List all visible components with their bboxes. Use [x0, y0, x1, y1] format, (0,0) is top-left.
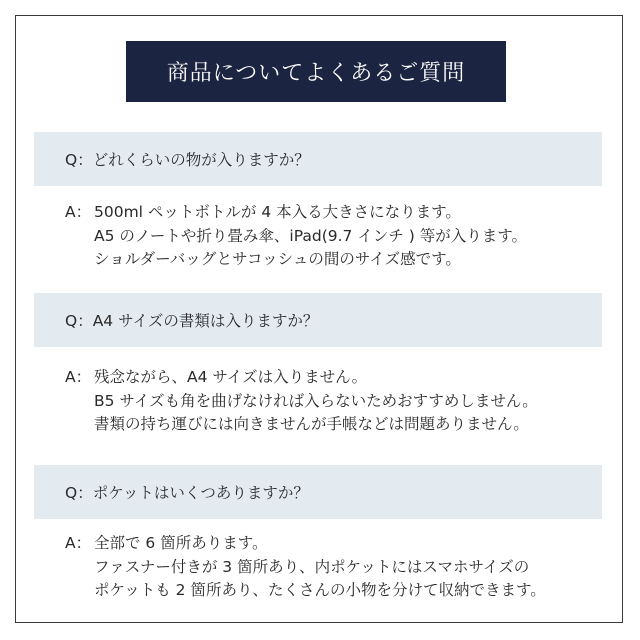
- question-prefix: Q：: [65, 151, 93, 169]
- faq-answer-1: [65, 201, 605, 272]
- answer-text: ファスナー付きが 3 箇所あり、内ポケットにはスマホサイズの: [94, 557, 530, 576]
- answer-text: ショルダーバッグとサコッシュの間のサイズ感です。: [94, 250, 461, 268]
- answer-line: [65, 532, 605, 556]
- answer-text: 残念ながら、A4 サイズは入りません。: [94, 368, 368, 386]
- answer-line: [65, 579, 605, 603]
- question-text: ポケットはいくつありますか？: [92, 484, 309, 502]
- answer-line: [65, 556, 605, 580]
- faq-question-2: [34, 293, 602, 347]
- answer-line: [65, 225, 605, 249]
- answer-prefix: A：: [65, 203, 92, 221]
- answer-text: 全部で 6 箇所あります。: [94, 534, 268, 552]
- answer-line: [65, 413, 605, 437]
- answer-prefix: A：: [65, 534, 92, 552]
- question-text: A4 サイズの書類は入りますか？: [92, 312, 319, 330]
- faq-question-1: [34, 132, 602, 186]
- question-text: どれくらいの物が入りますか？: [92, 151, 310, 169]
- answer-text: B5 サイズも角を曲げなければ入らないためおすすめしません。: [94, 391, 538, 410]
- page-title: [126, 41, 506, 102]
- answer-line: [65, 201, 605, 225]
- answer-text: 書類の持ち運びには向きませんが手帳などは問題ありません。: [94, 415, 529, 433]
- answer-line: [65, 248, 605, 272]
- answer-text: 500ml ペットボトルが 4 本入る大きさになります。: [94, 203, 461, 221]
- answer-text: ポケットも 2 箇所あり、たくさんの小物を分けて収納できます。: [94, 581, 546, 599]
- answer-prefix: A：: [65, 368, 92, 386]
- faq-answer-2: [65, 366, 605, 437]
- answer-line: [65, 390, 605, 414]
- faq-answer-3: [65, 532, 605, 603]
- faq-question-3: [34, 465, 602, 519]
- question-prefix: Q：: [65, 312, 93, 330]
- answer-text: A5 のノートや折り畳み傘、iPad(9.7 インチ ) 等が入ります。: [94, 226, 528, 245]
- page-title-text: 商品についてよくあるご質問: [166, 61, 466, 86]
- question-prefix: Q：: [65, 484, 93, 502]
- answer-line: [65, 366, 605, 390]
